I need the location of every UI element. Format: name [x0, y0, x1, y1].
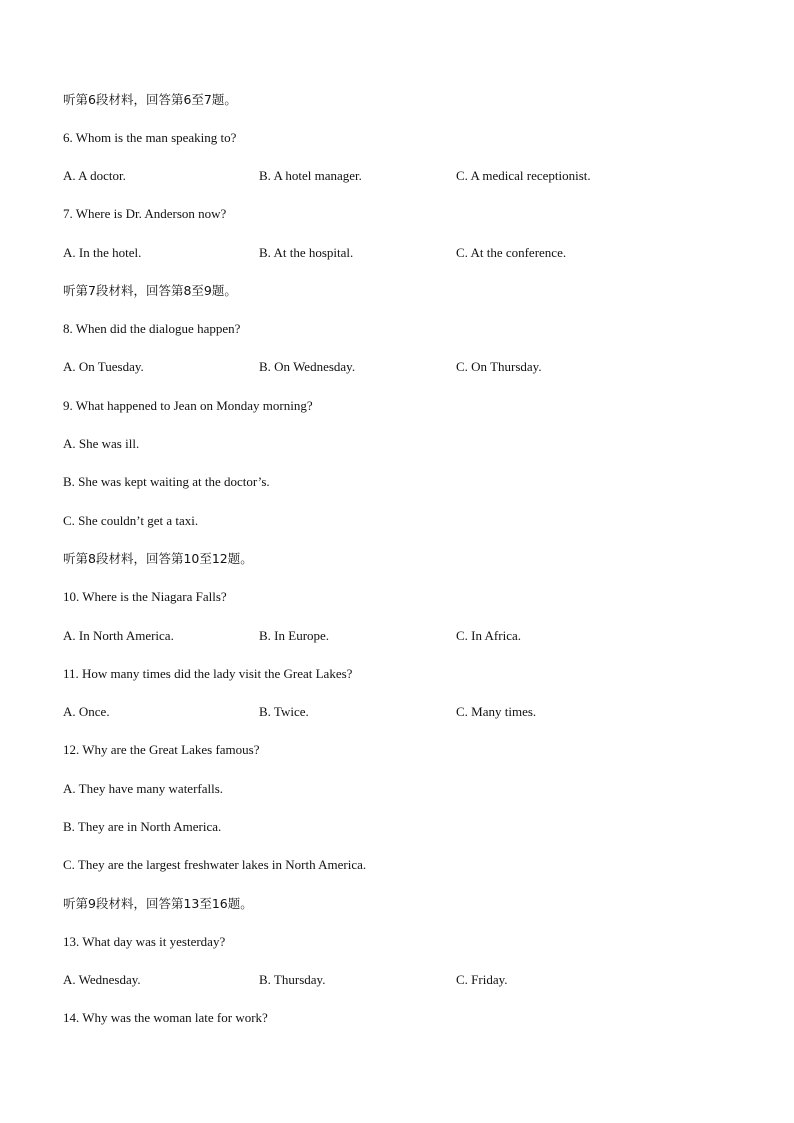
q7-option-c: C. At the conference.: [456, 245, 567, 260]
q13-option-b: B. Thursday.: [259, 972, 326, 987]
q11-option-c: C. Many times.: [456, 704, 537, 719]
q11-option-a: A. Once.: [63, 704, 110, 719]
q7-option-a: A. In the hotel.: [63, 245, 142, 260]
question-10: 10. Where is the Niagara Falls?: [63, 589, 227, 604]
q8-option-a: A. On Tuesday.: [63, 359, 144, 374]
section-heading-8: 听第8段材料，回答第10至12题。: [63, 551, 253, 566]
q6-option-c: C. A medical receptionist.: [456, 168, 591, 183]
q6-option-b: B. A hotel manager.: [259, 168, 362, 183]
section-heading-7: 听第7段材料，回答第8至9题。: [63, 283, 237, 298]
question-11: 11. How many times did the lady visit the Great Lakes?: [63, 666, 353, 681]
q11-option-b: B. Twice.: [259, 704, 309, 719]
question-8: 8. When did the dialogue happen?: [63, 321, 241, 336]
section-heading-9: 听第9段材料，回答第13至16题。: [63, 896, 253, 911]
question-9: 9. What happened to Jean on Monday morning?: [63, 398, 313, 413]
question-12: 12. Why are the Great Lakes famous?: [63, 742, 260, 757]
q9-option-b: B. She was kept waiting at the doctor’s.: [63, 474, 270, 489]
q8-option-b: B. On Wednesday.: [259, 359, 356, 374]
q9-option-a: A. She was ill.: [63, 436, 140, 451]
q12-option-a: A. They have many waterfalls.: [63, 781, 224, 796]
q12-option-b: B. They are in North America.: [63, 819, 222, 834]
q9-option-c: C. She couldn’t get a taxi.: [63, 513, 199, 528]
question-6: 6. Whom is the man speaking to?: [63, 130, 237, 145]
q13-option-a: A. Wednesday.: [63, 972, 141, 987]
q10-option-a: A. In North America.: [63, 628, 174, 643]
section-heading-6: 听第6段材料，回答第6至7题。: [63, 92, 237, 107]
q6-option-a: A. A doctor.: [63, 168, 126, 183]
q13-option-c: C. Friday.: [456, 972, 508, 987]
question-7: 7. Where is Dr. Anderson now?: [63, 206, 227, 221]
q7-option-b: B. At the hospital.: [259, 245, 354, 260]
q10-option-c: C. In Africa.: [456, 628, 521, 643]
q10-option-b: B. In Europe.: [259, 628, 330, 643]
q8-option-c: C. On Thursday.: [456, 359, 542, 374]
question-14: 14. Why was the woman late for work?: [63, 1010, 268, 1025]
question-13: 13. What day was it yesterday?: [63, 934, 226, 949]
q12-option-c: C. They are the largest freshwater lakes in North America.: [63, 857, 367, 872]
